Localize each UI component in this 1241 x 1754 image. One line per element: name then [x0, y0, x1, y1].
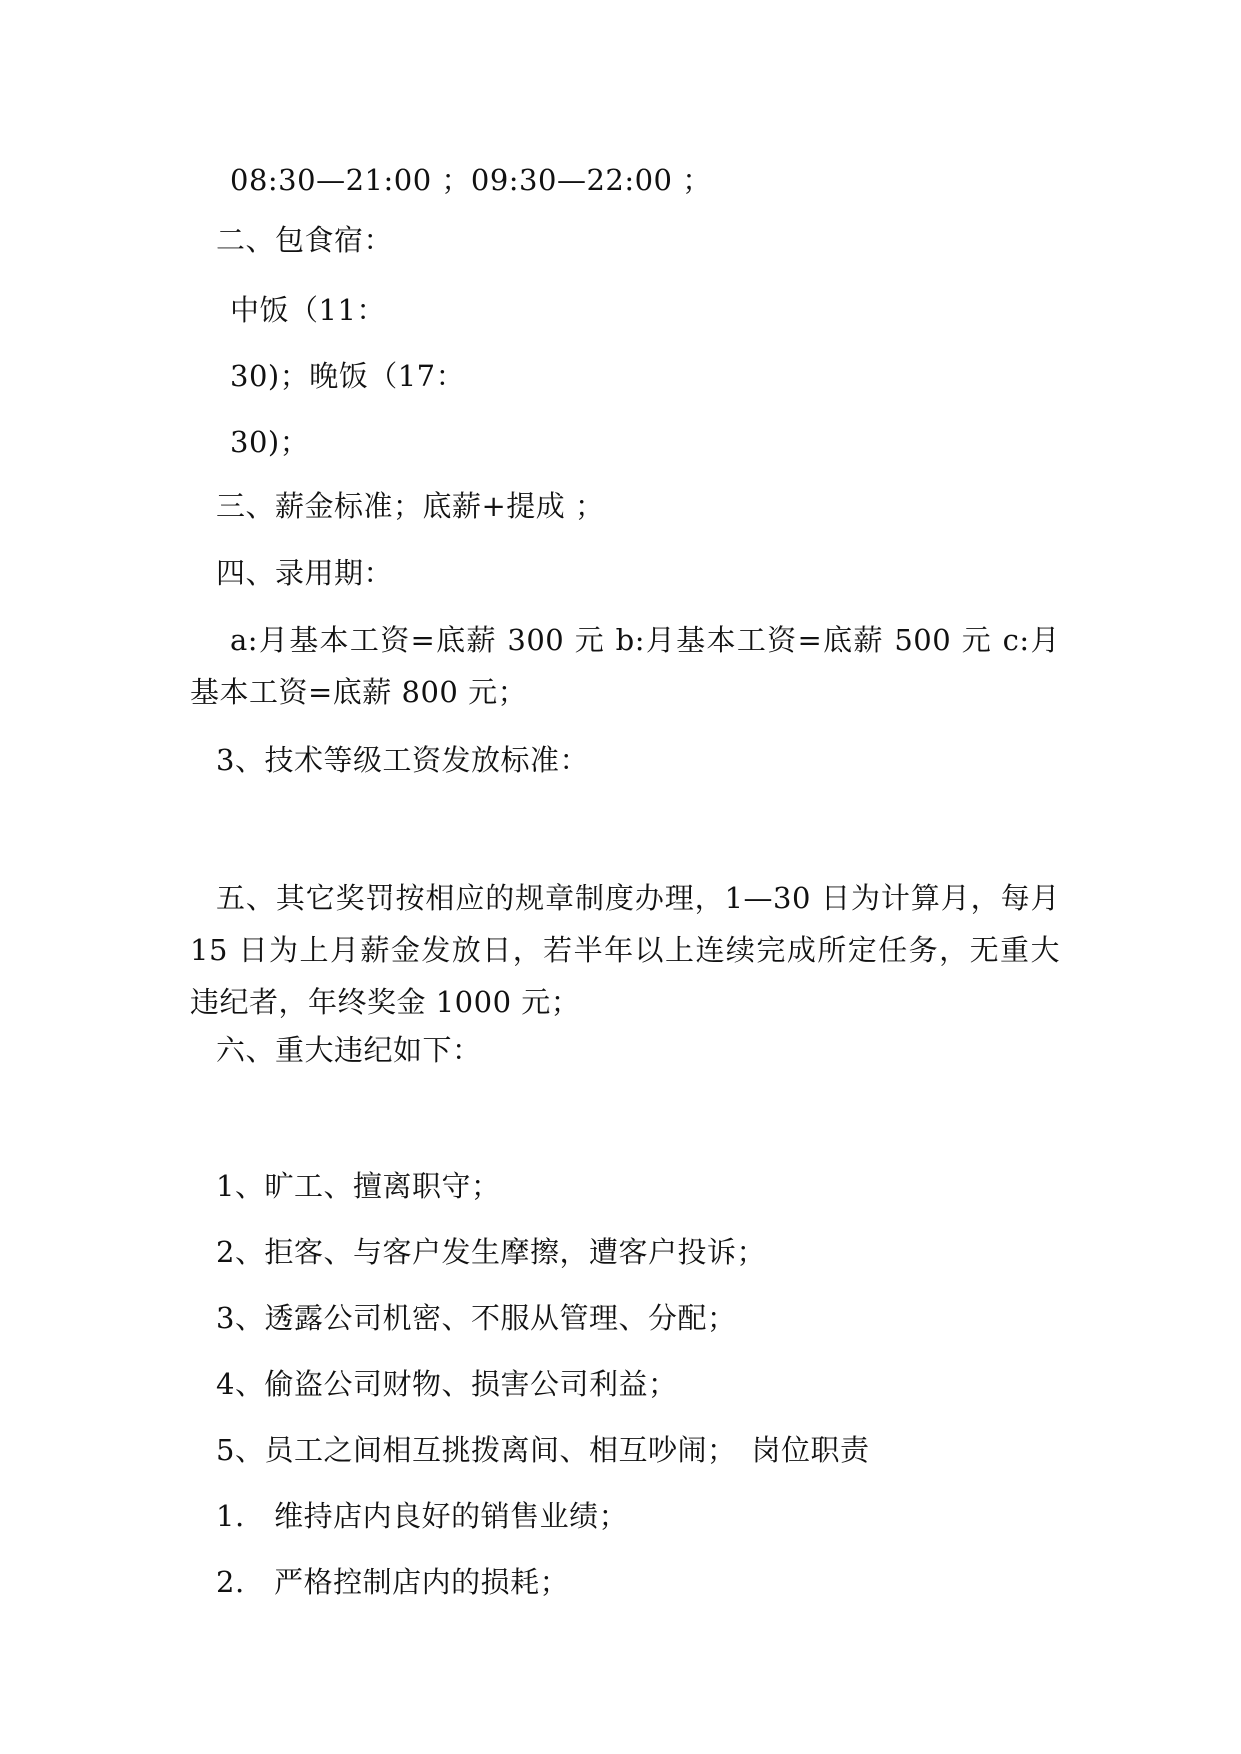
violation-item-3: 3、透露公司机密、不服从管理、分配；	[216, 1301, 737, 1335]
duty-item-2: 2. 严格控制店内的损耗；	[216, 1565, 570, 1599]
meal-end-line: 30)；	[230, 425, 310, 459]
section-2-heading: 二、包食宿：	[216, 223, 394, 257]
dinner-time-line: 30)；晚饭（17：	[230, 359, 466, 393]
section-4-heading: 四、录用期：	[216, 556, 394, 590]
lunch-time-line: 中饭（11：	[230, 293, 386, 327]
violation-item-2: 2、拒客、与客户发生摩擦，遭客户投诉；	[216, 1235, 766, 1269]
working-hours-line: 08:30—21:00 ；09:30—22:00 ；	[230, 163, 712, 197]
probation-pay-paragraph: a:月基本工资=底薪 300 元 b:月基本工资=底薪 500 元 c:月基本工资=底薪 800 元；	[190, 623, 1060, 709]
violation-item-5: 5、员工之间相互挑拨离间、相互吵闹； 岗位职责	[216, 1433, 870, 1467]
section-5-paragraph: 五、其它奖罚按相应的规章制度办理，1—30 日为计算月，每月 15 日为上月薪金发放日，若半年以上连续完成所定任务，无重大违纪者，年终奖金 1000 元；	[190, 881, 1060, 1019]
technical-grade-heading: 3、技术等级工资发放标准：	[216, 743, 589, 777]
violation-item-4: 4、偷盗公司财物、损害公司利益；	[216, 1367, 678, 1401]
section-6-heading: 六、重大违纪如下：	[216, 1033, 482, 1067]
duty-item-1: 1. 维持店内良好的销售业绩；	[216, 1499, 629, 1533]
section-3-heading: 三、薪金标准；底薪+提成 ；	[216, 489, 605, 523]
violation-item-1: 1、旷工、擅离职守；	[216, 1169, 501, 1203]
